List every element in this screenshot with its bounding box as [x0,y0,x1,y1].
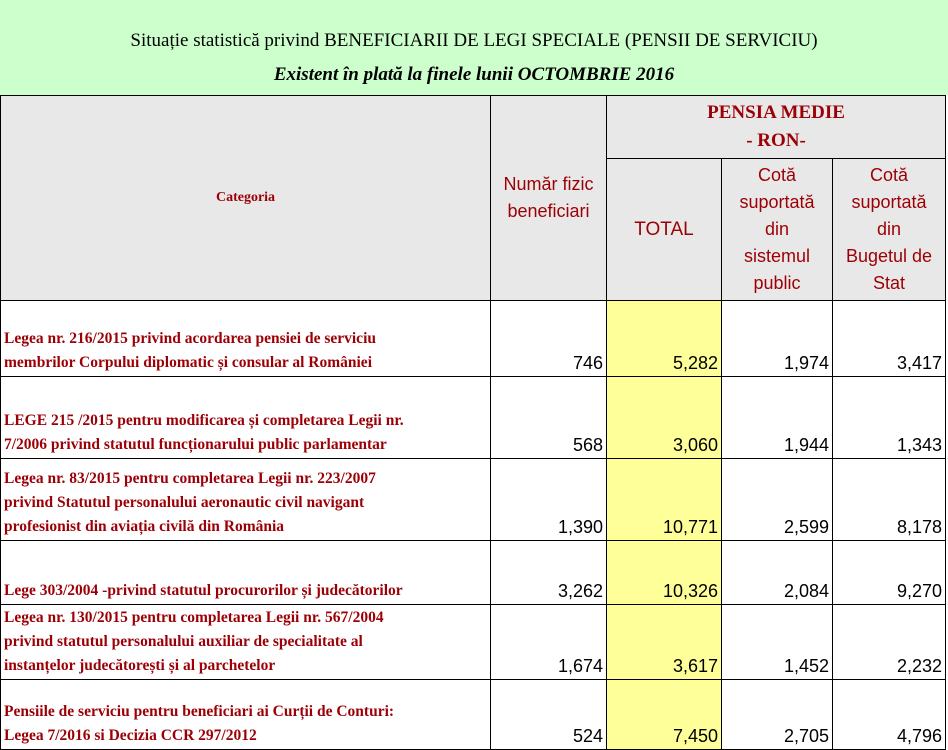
row-categoria-line: Legea nr. 83/2015 pentru completarea Legii nr. 223/2007 [4,470,376,487]
row-categoria-line: Pensiile de serviciu pentru beneficiari ai Curții de Conturi: [4,703,395,720]
row-categoria-line: Legea 7/2016 si Decizia CCR 297/2012 [4,727,257,744]
row-buget: 3,417 [833,301,946,377]
row-categoria-line: profesionist din aviația civilă din România [4,518,285,535]
pensions-table [0,95,946,750]
row-categoria-line: instanțelor judecătorești și al parchetelor [4,657,276,674]
row-categoria [1,680,491,750]
row-total: 5,282 [607,301,722,377]
row-public: 1,974 [722,301,833,377]
row-categoria [1,541,491,605]
row-numar: 746 [491,301,607,377]
row-public: 2,599 [722,459,833,541]
row-total: 3,060 [607,377,722,459]
table-row [1,680,946,750]
header-public-line-2: suportată [739,192,815,212]
row-total: 3,617 [607,605,722,680]
row-categoria-line: privind statutul personalului auxiliar de specialitate al [4,633,363,650]
table-row [1,605,946,680]
table-row [1,377,946,459]
row-categoria-line: Legea nr. 216/2015 privind acordarea pensiei de serviciu [4,330,376,347]
page-title: Situație statistică privind BENEFICIARII DE LEGI SPECIALE (PENSII DE SERVICIU) [130,30,818,51]
row-numar: 3,262 [491,541,607,605]
header-numar-fizic [491,96,607,301]
header-public-line-1: Cotă [757,165,797,185]
header-buget-line-5: Stat [873,273,906,293]
row-buget: 1,343 [833,377,946,459]
page-subtitle: Existent în plată la finele lunii OCTOMBRIE 2016 [273,64,675,85]
row-categoria [1,605,491,680]
header-cota-buget [833,159,946,301]
row-categoria-line: 7/2006 privind statutul funcționarului public parlamentar [4,436,387,453]
header-buget-line-4: Bugetul de [845,246,933,266]
row-categoria-line: Lege 303/2004 -privind statutul procurorilor și judecătorilor [4,582,403,599]
row-buget: 4,796 [833,680,946,750]
row-buget: 8,178 [833,459,946,541]
header-numar-line-1: Număr fizic [503,174,594,194]
row-public: 2,705 [722,680,833,750]
row-categoria [1,459,491,541]
header-buget-line-1: Cotă [870,165,909,185]
row-categoria-line: LEGE 215 /2015 pentru modificarea și completarea Legii nr. [4,412,404,429]
table-row [1,459,946,541]
row-numar: 524 [491,680,607,750]
row-numar: 1,390 [491,459,607,541]
header-public-line-4: sistemul [743,246,810,266]
table-row [1,541,946,605]
row-total: 10,771 [607,459,722,541]
row-total: 7,450 [607,680,722,750]
row-categoria [1,301,491,377]
row-public: 1,944 [722,377,833,459]
table-row [1,301,946,377]
header-numar-line-2: beneficiari [507,201,590,221]
row-categoria-line: Legea nr. 130/2015 pentru completarea Legii nr. 567/2004 [4,609,384,626]
row-numar: 1,674 [491,605,607,680]
row-buget: 2,232 [833,605,946,680]
header-pensia-medie [607,96,946,159]
header-buget-line-2: suportată [851,192,927,212]
row-public: 2,084 [722,541,833,605]
row-buget: 9,270 [833,541,946,605]
header-total: TOTAL [607,159,722,301]
header-categoria: Categoria [1,96,491,301]
header-public-line-5: public [753,273,801,293]
header-pensia-line-2: - RON- [746,130,806,151]
header-cota-public [722,159,833,301]
header-buget-line-3: din [877,219,902,239]
row-categoria [1,377,491,459]
row-categoria-line: membrilor Corpului diplomatic și consular al României [4,354,372,371]
header-public-line-3: din [764,219,790,239]
row-public: 1,452 [722,605,833,680]
row-categoria-line: privind Statutul personalului aeronautic civil navigant [4,494,365,511]
row-numar: 568 [491,377,607,459]
row-total: 10,326 [607,541,722,605]
header-pensia-line-1: PENSIA MEDIE [707,102,845,123]
